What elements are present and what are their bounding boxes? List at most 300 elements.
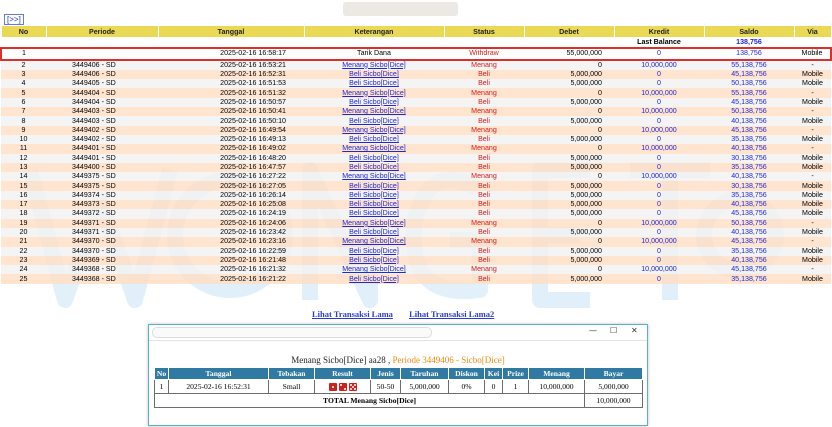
popup-title-main: Menang Sicbo[Dice] aa28 , <box>291 355 393 365</box>
transaction-detail-link[interactable]: Beli Sicbo[Dice] <box>349 228 399 237</box>
row-via: - <box>794 126 831 135</box>
row-tanggal: 2025-02-16 16:21:48 <box>158 256 304 265</box>
row-debet: 0 <box>524 265 614 274</box>
table-row <box>1 144 831 153</box>
detail-col-kei: Kei <box>485 368 503 380</box>
row-via: - <box>794 172 831 181</box>
detail-total-row <box>155 394 643 408</box>
row-periode <box>46 48 158 59</box>
row-via: - <box>794 265 831 274</box>
col-header-saldo: Saldo <box>704 26 794 38</box>
row-via: Mobile <box>794 79 831 88</box>
transaction-detail-link[interactable]: Beli Sicbo[Dice] <box>349 116 399 125</box>
popup-address-bar <box>152 327 432 338</box>
row-keterangan <box>304 219 444 228</box>
detail-total-value: 10,000,000 <box>585 394 643 408</box>
detail-bayar: 5,000,000 <box>585 380 643 394</box>
table-row <box>1 247 831 256</box>
row-tanggal: 2025-02-16 16:53:21 <box>158 60 304 70</box>
row-keterangan <box>304 135 444 144</box>
detail-no: 1 <box>155 380 169 394</box>
row-kredit: 10,000,000 <box>614 237 704 246</box>
row-keterangan <box>304 274 444 283</box>
row-debet: 5,000,000 <box>524 209 614 218</box>
row-via: - <box>794 237 831 246</box>
row-via: Mobile <box>794 209 831 218</box>
detail-col-prize: Prize <box>503 368 529 380</box>
row-debet: 0 <box>524 237 614 246</box>
row-keterangan <box>304 209 444 218</box>
row-status: Menang <box>444 237 524 246</box>
row-status: Beli <box>444 256 524 265</box>
table-row <box>1 70 831 79</box>
row-periode: 3449402 - SD <box>46 135 158 144</box>
row-tanggal: 2025-02-16 16:58:17 <box>158 48 304 59</box>
dice-icon <box>339 383 347 391</box>
row-kredit: 0 <box>614 209 704 218</box>
last-balance-row <box>1 38 831 49</box>
row-status: Withdraw <box>444 48 524 59</box>
row-no: 3 <box>1 70 46 79</box>
row-tanggal: 2025-02-16 16:27:05 <box>158 181 304 190</box>
transaction-detail-link[interactable]: Beli Sicbo[Dice] <box>349 135 399 144</box>
row-saldo: 35,138,756 <box>704 135 794 144</box>
row-keterangan <box>304 154 444 163</box>
detail-col-diskon: Diskon <box>449 368 485 380</box>
row-status: Beli <box>444 200 524 209</box>
col-header-debet: Debet <box>524 26 614 38</box>
row-tanggal: 2025-02-16 16:26:14 <box>158 191 304 200</box>
popup-titlebar <box>149 325 647 341</box>
dice-icon <box>349 383 357 391</box>
detail-col-taruhan: Taruhan <box>401 368 449 380</box>
row-saldo: 40,138,756 <box>704 256 794 265</box>
row-no: 22 <box>1 247 46 256</box>
row-tanggal: 2025-02-16 16:23:42 <box>158 228 304 237</box>
row-no: 11 <box>1 144 46 153</box>
popup-subbar <box>149 341 647 351</box>
table-row <box>1 274 831 283</box>
row-no: 6 <box>1 98 46 107</box>
table-row <box>1 79 831 88</box>
row-via: Mobile <box>794 98 831 107</box>
row-via: Mobile <box>794 135 831 144</box>
table-row <box>1 209 831 218</box>
row-saldo: 138,756 <box>704 48 794 59</box>
detail-diskon: 0% <box>449 380 485 394</box>
row-status: Menang <box>444 60 524 70</box>
transaction-detail-link[interactable]: Beli Sicbo[Dice] <box>349 181 399 190</box>
row-debet: 55,000,000 <box>524 48 614 59</box>
row-periode: 3449406 - SD <box>46 70 158 79</box>
row-keterangan: Tarik Dana <box>304 48 444 59</box>
row-debet: 5,000,000 <box>524 98 614 107</box>
row-saldo: 30,138,756 <box>704 154 794 163</box>
row-periode: 3449400 - SD <box>46 163 158 172</box>
row-via: Mobile <box>794 200 831 209</box>
row-via: Mobile <box>794 228 831 237</box>
transaction-detail-link[interactable]: Menang Sicbo[Dice] <box>342 88 406 97</box>
row-no: 5 <box>1 88 46 97</box>
row-periode: 3449372 - SD <box>46 209 158 218</box>
row-periode: 3449406 - SD <box>46 60 158 70</box>
row-periode: 3449403 - SD <box>46 107 158 116</box>
row-saldo: 40,138,756 <box>704 116 794 125</box>
row-kredit: 0 <box>614 116 704 125</box>
row-keterangan <box>304 88 444 97</box>
row-keterangan <box>304 163 444 172</box>
row-periode: 3449401 - SD <box>46 144 158 153</box>
row-no: 12 <box>1 154 46 163</box>
row-via: - <box>794 88 831 97</box>
row-saldo: 45,138,756 <box>704 265 794 274</box>
row-kredit: 10,000,000 <box>614 219 704 228</box>
row-kredit: 0 <box>614 247 704 256</box>
row-saldo: 40,138,756 <box>704 172 794 181</box>
row-kredit: 0 <box>614 200 704 209</box>
row-no: 21 <box>1 237 46 246</box>
row-kredit: 10,000,000 <box>614 88 704 97</box>
row-tanggal: 2025-02-16 16:50:57 <box>158 98 304 107</box>
row-keterangan <box>304 237 444 246</box>
row-tanggal: 2025-02-16 16:49:13 <box>158 135 304 144</box>
row-tanggal: 2025-02-16 16:23:16 <box>158 237 304 246</box>
table-row <box>1 135 831 144</box>
row-periode: 3449371 - SD <box>46 219 158 228</box>
row-saldo: 50,138,756 <box>704 219 794 228</box>
row-via: - <box>794 144 831 153</box>
row-periode: 3449404 - SD <box>46 88 158 97</box>
row-no: 4 <box>1 79 46 88</box>
row-debet: 0 <box>524 219 614 228</box>
row-via: Mobile <box>794 116 831 125</box>
detail-tebakan: Small <box>269 380 315 394</box>
transaction-detail-link[interactable]: Beli Sicbo[Dice] <box>349 255 399 264</box>
row-no: 1 <box>1 48 46 59</box>
table-row <box>1 237 831 246</box>
row-saldo: 45,138,756 <box>704 98 794 107</box>
row-periode: 3449375 - SD <box>46 172 158 181</box>
row-periode: 3449369 - SD <box>46 256 158 265</box>
table-row-highlighted <box>1 48 831 59</box>
row-tanggal: 2025-02-16 16:47:57 <box>158 163 304 172</box>
transaction-detail-link[interactable]: Beli Sicbo[Dice] <box>349 200 399 209</box>
row-debet: 0 <box>524 172 614 181</box>
row-keterangan <box>304 247 444 256</box>
detail-col-result: Result <box>315 368 371 380</box>
row-saldo: 45,138,756 <box>704 237 794 246</box>
row-status: Beli <box>444 191 524 200</box>
row-keterangan <box>304 126 444 135</box>
row-tanggal: 2025-02-16 16:49:54 <box>158 126 304 135</box>
row-kredit: 0 <box>614 79 704 88</box>
transaction-detail-link[interactable]: Menang Sicbo[Dice] <box>342 107 406 116</box>
transaction-detail-link[interactable]: Beli Sicbo[Dice] <box>349 153 399 162</box>
transaction-detail-link[interactable]: Menang Sicbo[Dice] <box>342 218 406 227</box>
row-via: Mobile <box>794 154 831 163</box>
next-page-link[interactable]: [>>] <box>4 14 24 25</box>
row-saldo: 35,138,756 <box>704 163 794 172</box>
row-kredit: 10,000,000 <box>614 172 704 181</box>
row-status: Menang <box>444 88 524 97</box>
popup-title-period: Periode 3449406 - Sicbo[Dice] <box>392 355 505 365</box>
row-keterangan <box>304 191 444 200</box>
row-no: 13 <box>1 163 46 172</box>
row-debet: 5,000,000 <box>524 79 614 88</box>
row-periode: 3449402 - SD <box>46 126 158 135</box>
row-keterangan <box>304 79 444 88</box>
row-status: Menang <box>444 172 524 181</box>
row-debet: 5,000,000 <box>524 200 614 209</box>
row-debet: 0 <box>524 126 614 135</box>
row-tanggal: 2025-02-16 16:51:32 <box>158 88 304 97</box>
row-keterangan <box>304 98 444 107</box>
close-icon[interactable]: ✕ <box>631 326 638 335</box>
row-tanggal: 2025-02-16 16:48:20 <box>158 154 304 163</box>
transaction-detail-link[interactable]: Menang Sicbo[Dice] <box>342 172 406 181</box>
row-no: 25 <box>1 274 46 283</box>
row-kredit: 10,000,000 <box>614 60 704 70</box>
row-debet: 0 <box>524 88 614 97</box>
detail-col-menang: Menang <box>529 368 585 380</box>
col-header-via: Via <box>794 26 831 38</box>
table-row <box>1 265 831 274</box>
row-status: Menang <box>444 265 524 274</box>
detail-col-tanggal: Tanggal <box>169 368 269 380</box>
row-status: Beli <box>444 116 524 125</box>
row-saldo: 30,138,756 <box>704 181 794 190</box>
col-header-keterangan: Keterangan <box>304 26 444 38</box>
row-debet: 5,000,000 <box>524 135 614 144</box>
top-placeholder-box <box>343 2 458 16</box>
detail-header-row <box>155 368 643 380</box>
row-periode: 3449368 - SD <box>46 274 158 283</box>
row-periode: 3449404 - SD <box>46 98 158 107</box>
row-kredit: 0 <box>614 228 704 237</box>
minimize-icon[interactable]: — <box>589 326 597 335</box>
row-via: Mobile <box>794 163 831 172</box>
table-row <box>1 200 831 209</box>
detail-row <box>155 380 643 394</box>
row-kredit: 10,000,000 <box>614 126 704 135</box>
row-tanggal: 2025-02-16 16:27:22 <box>158 172 304 181</box>
row-kredit: 0 <box>614 98 704 107</box>
transaction-detail-link[interactable]: Menang Sicbo[Dice] <box>342 125 406 134</box>
row-keterangan <box>304 181 444 190</box>
col-header-status: Status <box>444 26 524 38</box>
old-transaction-links <box>312 309 508 319</box>
row-status: Menang <box>444 126 524 135</box>
row-periode: 3449375 - SD <box>46 181 158 190</box>
row-no: 9 <box>1 126 46 135</box>
detail-col-bayar: Bayar <box>585 368 643 380</box>
row-kredit: 0 <box>614 163 704 172</box>
row-periode: 3449371 - SD <box>46 228 158 237</box>
row-tanggal: 2025-02-16 16:52:31 <box>158 70 304 79</box>
row-tanggal: 2025-02-16 16:51:53 <box>158 79 304 88</box>
row-status: Beli <box>444 181 524 190</box>
row-periode: 3449368 - SD <box>46 265 158 274</box>
row-tanggal: 2025-02-16 16:24:06 <box>158 219 304 228</box>
row-debet: 5,000,000 <box>524 116 614 125</box>
transaction-detail-link[interactable]: Beli Sicbo[Dice] <box>349 209 399 218</box>
row-periode: 3449405 - SD <box>46 79 158 88</box>
col-header-tanggal: Tanggal <box>158 26 304 38</box>
transaction-detail-link[interactable]: Beli Sicbo[Dice] <box>349 97 399 106</box>
row-periode: 3449374 - SD <box>46 191 158 200</box>
row-keterangan <box>304 265 444 274</box>
row-kredit: 10,000,000 <box>614 107 704 116</box>
row-saldo: 35,138,756 <box>704 274 794 283</box>
detail-table <box>154 367 643 408</box>
row-via: - <box>794 107 831 116</box>
dice-icon <box>329 383 337 391</box>
row-periode: 3449370 - SD <box>46 247 158 256</box>
row-no: 19 <box>1 219 46 228</box>
row-keterangan <box>304 172 444 181</box>
row-no: 8 <box>1 116 46 125</box>
row-status: Menang <box>444 144 524 153</box>
row-status: Beli <box>444 274 524 283</box>
table-row <box>1 88 831 97</box>
row-saldo: 55,138,756 <box>704 88 794 97</box>
transaction-detail-link[interactable]: Beli Sicbo[Dice] <box>349 79 399 88</box>
row-debet: 5,000,000 <box>524 256 614 265</box>
detail-prize: 1 <box>503 380 529 394</box>
table-row <box>1 107 831 116</box>
table-row <box>1 98 831 107</box>
row-periode: 3449370 - SD <box>46 237 158 246</box>
transaction-table <box>0 25 832 284</box>
row-status: Menang <box>444 219 524 228</box>
row-kredit: 0 <box>614 191 704 200</box>
transaction-detail-link[interactable]: Menang Sicbo[Dice] <box>342 237 406 246</box>
row-tanggal: 2025-02-16 16:22:59 <box>158 247 304 256</box>
row-via: Mobile <box>794 274 831 283</box>
row-via: Mobile <box>794 181 831 190</box>
table-header-row <box>1 26 831 38</box>
table-row <box>1 154 831 163</box>
table-row <box>1 60 831 70</box>
row-status: Beli <box>444 135 524 144</box>
row-debet: 5,000,000 <box>524 70 614 79</box>
row-no: 23 <box>1 256 46 265</box>
detail-col-jenis: Jenis <box>371 368 401 380</box>
table-row <box>1 163 831 172</box>
popup-title <box>149 355 647 365</box>
row-no: 16 <box>1 191 46 200</box>
row-saldo: 45,138,756 <box>704 126 794 135</box>
row-keterangan <box>304 228 444 237</box>
row-keterangan <box>304 60 444 70</box>
transaction-detail-link[interactable]: Beli Sicbo[Dice] <box>349 274 399 283</box>
row-status: Beli <box>444 70 524 79</box>
row-kredit: 0 <box>614 274 704 283</box>
row-debet: 5,000,000 <box>524 163 614 172</box>
row-keterangan <box>304 144 444 153</box>
row-periode: 3449403 - SD <box>46 116 158 125</box>
transaction-detail-link[interactable]: Menang Sicbo[Dice] <box>342 144 406 153</box>
row-saldo: 45,138,756 <box>704 70 794 79</box>
row-status: Beli <box>444 79 524 88</box>
row-keterangan <box>304 116 444 125</box>
row-no: 2 <box>1 60 46 70</box>
transaction-detail-link[interactable]: Beli Sicbo[Dice] <box>349 163 399 171</box>
old-transactions2-link[interactable]: Lihat Transaksi Lama2 <box>409 309 495 319</box>
transaction-detail-link[interactable]: Menang Sicbo[Dice] <box>342 265 406 274</box>
row-kredit: 10,000,000 <box>614 144 704 153</box>
last-balance-label: Last Balance <box>614 38 704 49</box>
detail-menang: 10,000,000 <box>529 380 585 394</box>
table-row <box>1 228 831 237</box>
detail-tanggal: 2025-02-16 16:52:31 <box>169 380 269 394</box>
detail-col-tebakan: Tebakan <box>269 368 315 380</box>
row-status: Menang <box>444 107 524 116</box>
row-debet: 0 <box>524 144 614 153</box>
row-no: 7 <box>1 107 46 116</box>
transaction-detail-link[interactable]: Beli Sicbo[Dice] <box>349 70 399 79</box>
row-tanggal: 2025-02-16 16:50:41 <box>158 107 304 116</box>
row-tanggal: 2025-02-16 16:25:08 <box>158 200 304 209</box>
row-no: 14 <box>1 172 46 181</box>
row-tanggal: 2025-02-16 16:21:22 <box>158 274 304 283</box>
table-row <box>1 256 831 265</box>
last-balance-value: 138,756 <box>704 38 794 49</box>
old-transactions-link[interactable]: Lihat Transaksi Lama <box>312 309 393 319</box>
row-tanggal: 2025-02-16 16:50:10 <box>158 116 304 125</box>
detail-jenis: 50-50 <box>371 380 401 394</box>
row-via: Mobile <box>794 191 831 200</box>
detail-result <box>315 380 371 394</box>
row-via: Mobile <box>794 48 831 59</box>
row-no: 15 <box>1 181 46 190</box>
row-saldo: 45,138,756 <box>704 209 794 218</box>
row-saldo: 50,138,756 <box>704 79 794 88</box>
row-no: 18 <box>1 209 46 218</box>
row-status: Beli <box>444 228 524 237</box>
row-via: - <box>794 219 831 228</box>
row-saldo: 40,138,756 <box>704 200 794 209</box>
row-via: Mobile <box>794 70 831 79</box>
transaction-detail-link[interactable]: Beli Sicbo[Dice] <box>349 246 399 255</box>
transaction-detail-link[interactable]: Menang Sicbo[Dice] <box>342 60 406 69</box>
table-row <box>1 172 831 181</box>
transaction-detail-popup <box>148 324 648 426</box>
table-row <box>1 219 831 228</box>
maximize-icon[interactable]: ☐ <box>610 326 618 335</box>
row-no: 20 <box>1 228 46 237</box>
row-debet: 5,000,000 <box>524 181 614 190</box>
row-kredit: 0 <box>614 70 704 79</box>
row-saldo: 55,138,756 <box>704 60 794 70</box>
row-saldo: 35,138,756 <box>704 191 794 200</box>
row-kredit: 0 <box>614 48 704 59</box>
col-header-periode: Periode <box>46 26 158 38</box>
row-status: Beli <box>444 98 524 107</box>
detail-total-label: TOTAL Menang Sicbo[Dice] <box>155 394 585 408</box>
row-periode: 3449401 - SD <box>46 154 158 163</box>
row-via: Mobile <box>794 256 831 265</box>
table-row <box>1 191 831 200</box>
transaction-detail-link[interactable]: Beli Sicbo[Dice] <box>349 190 399 199</box>
row-kredit: 10,000,000 <box>614 265 704 274</box>
row-status: Beli <box>444 209 524 218</box>
row-tanggal: 2025-02-16 16:49:02 <box>158 144 304 153</box>
table-row <box>1 181 831 190</box>
row-debet: 0 <box>524 107 614 116</box>
row-periode: 3449373 - SD <box>46 200 158 209</box>
row-saldo: 40,138,756 <box>704 144 794 153</box>
